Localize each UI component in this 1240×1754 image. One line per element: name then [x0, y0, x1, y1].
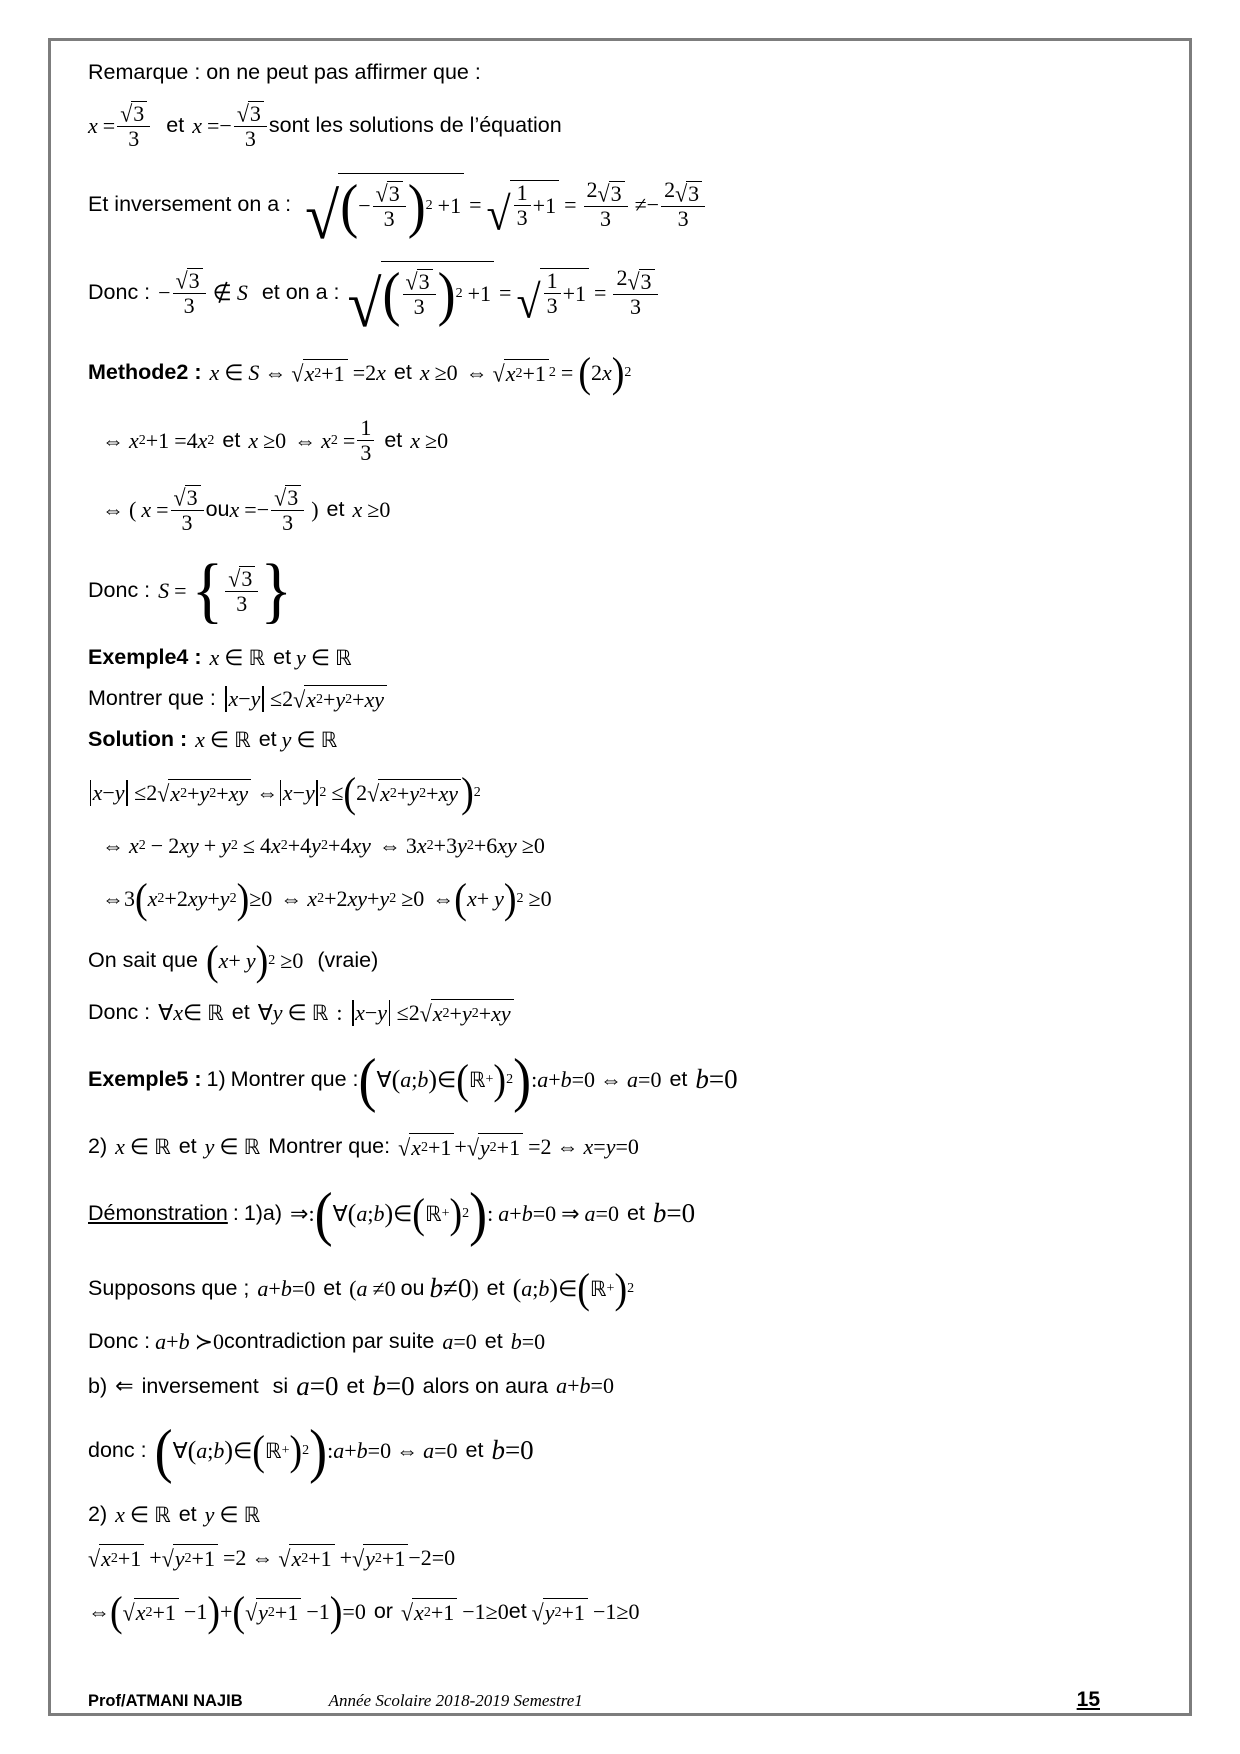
sqrt-y2-minus-1-geq-0: √ y 2 +1 − 1 ≥ 0: [531, 1598, 640, 1626]
part2-step1-line: [88, 1544, 1098, 1572]
x-geq-0-c: x ≥ 0: [410, 427, 449, 453]
a-plus-b-equals-0-2: a + b = 0: [556, 1373, 614, 1399]
x-geq-0-a: x ≥ 0: [419, 359, 458, 385]
montrer-que-label-3: Montrer que:: [268, 1134, 391, 1159]
demonstration-item1a: 1)a): [243, 1201, 283, 1226]
donc-label-4: Donc :: [88, 1329, 151, 1354]
part2-item: 2): [88, 1502, 108, 1527]
et-word-10: et: [178, 1134, 197, 1159]
solution-line: [88, 727, 1098, 753]
methode2-squared: ⇔ √ x 2 +1 2 = ( 2 x ) 2: [465, 349, 632, 397]
page-number: 15: [1076, 1688, 1100, 1711]
a-neq-0-or-b-neq-0: ( a ≠ 0: [349, 1275, 396, 1301]
a-equals-0-1: a = 0: [442, 1328, 477, 1354]
donc-final-line: [88, 1417, 1098, 1485]
b-neq-0-paren: b ≠ 0 ): [429, 1273, 479, 1304]
donc-notin-line: [88, 260, 1098, 341]
x-eq-neg-sqrt3-over-3-b: x = − √ 3 3 ): [229, 484, 319, 536]
donc-expression: √ ( √ 3 3 ) 2 +1 = √ $\frac{1}{3}$ +1 = 2 √ 3 3: [348, 261, 660, 325]
implied-by-icon: ⇐: [115, 1373, 134, 1399]
exemple4-label: Exemple4 :: [88, 645, 202, 670]
et-word-6: et: [273, 645, 292, 670]
et-word-8: et: [231, 1000, 250, 1025]
x-plus-y-squared-geq-0: ( x + y ) 2 ≥ 0: [205, 937, 304, 985]
forall-y-in-R: ∀ y ∈ ℝ: [257, 999, 329, 1025]
donc-lower-label: donc :: [88, 1438, 147, 1463]
abs-x-minus-y-leq-expr-1: x − y ≤ 2 √ x 2 + y 2 + xy: [224, 685, 387, 713]
on-sait-que-line: [88, 939, 1098, 983]
x-equals-neg-sqrt3-over-3: x = − √ 3 3: [192, 101, 269, 151]
montrer-que-label-2: Montrer que :: [230, 1067, 359, 1092]
alors-word: alors on aura: [422, 1373, 549, 1398]
x-in-R-1: x ∈ ℝ: [209, 644, 266, 670]
neg-sqrt3-over-3-notin-S: − √ 3 3 ∉ S: [158, 267, 248, 319]
sqrt-x2-minus-1-geq-0: √ x 2 +1 − 1 ≥ 0: [400, 1598, 509, 1626]
or-word: or: [373, 1599, 393, 1624]
on-sait-que-label: On sait que: [88, 948, 198, 973]
exemple5-line: [88, 1046, 1098, 1114]
ab-in-R-plus-squared: ( a ; b ) ∈ ( ℝ + ) 2: [512, 1265, 635, 1313]
supposons-label: Supposons que ;: [88, 1276, 250, 1301]
footer-author: Prof/ATMANI NAJIB: [88, 1692, 243, 1710]
x-geq-0-b: x ≥ 0: [248, 427, 287, 453]
et-word-12: et: [323, 1276, 342, 1301]
inversement-word: inversement: [141, 1373, 259, 1398]
solutions-tail-text: sont les solutions de l’équation: [268, 113, 562, 138]
et-word-15: et: [346, 1373, 365, 1398]
contradiction-text: contradiction par suite: [224, 1329, 435, 1354]
demonstration-label: Démonstration: [88, 1201, 228, 1226]
exemple4-montrer-line: [88, 685, 1098, 713]
y-in-R-2: y ∈ ℝ: [281, 726, 338, 752]
x2-eq-one-third: ⇔ x 2 = $\frac{1}{3}$: [294, 417, 376, 465]
forall-ab-statement-1: ( ∀ ( a ; b ) ∈ ( ℝ + ) 2 ) : a + b = 0 ⇔ a = 0: [358, 1046, 662, 1114]
inversement-label: Et inversement on a :: [88, 192, 292, 217]
et-word-17: et: [178, 1502, 197, 1527]
methode2-step3-line: [88, 485, 1098, 535]
x-in-R-4: x ∈ ℝ: [115, 1501, 171, 1527]
supposons-line: [88, 1267, 1098, 1311]
et-word-4: et: [384, 428, 403, 453]
factored-inequality: ⇔ 3 ( x 2 + 2 xy + y 2 ) ≥ 0 ⇔ x 2 + 2 xy + y 2 ≥ 0 ⇔ ( x + y ) 2 ≥ 0: [102, 875, 552, 923]
page-footer: [88, 1688, 1100, 1712]
itemb-label: b): [88, 1373, 108, 1398]
solution-step1-line: [88, 771, 1098, 815]
ou-word: ou: [205, 497, 230, 522]
methode2-label: Methode2 :: [88, 360, 202, 385]
x-in-R-3: x ∈ ℝ: [115, 1133, 171, 1159]
solutions-equation-line: [88, 101, 1098, 151]
donc-forall-line: Donc : ∀ x ∈ ℝ et ∀ y ∈ ℝ : x − y ≤ 2 √ x 2 + y 2 + xy: [88, 999, 1098, 1027]
expand-inequality: ⇔ x 2 − 2 xy + y 2 ≤ 4 x 2 + 4 y 2 + 4 xy ⇔ 3 x 2 + 3 y 2 + 6 xy ≥ 0: [102, 832, 545, 858]
si-word: si: [272, 1373, 289, 1398]
a-plus-b-succ-0: a + b ≻ 0: [155, 1328, 224, 1354]
forall-ab-statement-2: ⇒ : ( ∀ ( a ; b ) ∈ ( ℝ + ) 2 ) : a + b = 0 ⇒ a = 0: [290, 1180, 619, 1248]
et-word-2: et: [393, 360, 412, 385]
x2-plus-1-eq-4x2: ⇔ x 2 +1 = 4 x 2: [102, 427, 215, 453]
contradiction-line: [88, 1329, 1098, 1355]
sum-sqrt-equals-2: √ x 2 +1 + √ y 2 +1 = 2 ⇔ x = y = 0: [398, 1133, 639, 1161]
methode2-line: [88, 351, 1098, 395]
y-in-R-3: y ∈ ℝ: [204, 1133, 261, 1159]
donc-label-3: Donc :: [88, 1000, 151, 1025]
remark-intro-line: [88, 60, 1098, 85]
et-word-1: et: [166, 113, 185, 138]
exemple5-item2-line: [88, 1133, 1098, 1161]
y-in-R-4: y ∈ ℝ: [204, 1501, 261, 1527]
inversement-b-line: [88, 1371, 1098, 1402]
exemple5-item1: 1): [206, 1067, 226, 1092]
donc-solution-set-line: [88, 549, 1098, 631]
et-word-3: et: [222, 428, 241, 453]
abs-x-minus-y-leq-expr-2: x − y ≤ 2 √ x 2 + y 2 + xy ⇔ x − y 2 ≤ ( 2 √ x 2 + y 2 + xy ) 2: [88, 771, 481, 815]
x-equals-sqrt3-over-3: x = √ 3 3: [88, 101, 152, 151]
solution-set-S: S = { √ 3 3 }: [158, 549, 293, 631]
x-in-R-2: x ∈ ℝ: [195, 726, 251, 752]
inversement-expression: √ ( − √ 3 3 ) 2 +1 = √ $\frac{1}{3}$ +1 = 2 √ 3 3 ≠ − 2 √ 3 3: [305, 173, 707, 237]
a-plus-b-equals-0-1: a + b = 0: [257, 1275, 316, 1301]
forall-ab-statement-3: ( ∀ ( a ; b ) ∈ ( ℝ + ) 2 ) : a + b = 0 ⇔ a = 0: [154, 1417, 458, 1485]
et-word-11: et: [626, 1201, 645, 1226]
methode2-expression: x ∈ S ⇔ √ x 2 +1 = 2 x: [209, 359, 386, 387]
donc-label-1: Donc :: [88, 280, 151, 305]
et-word-16: et: [465, 1438, 484, 1463]
et-word-14: et: [484, 1329, 503, 1354]
remark-intro-text: Remarque : on ne peut pas affirmer que :: [88, 60, 481, 84]
x-geq-0-d: x ≥ 0: [352, 496, 391, 522]
page-content: [88, 56, 1098, 1696]
et-word-9: et: [669, 1067, 688, 1092]
et-word-5: et: [326, 497, 345, 522]
part2-step2-line: [88, 1590, 1098, 1634]
exemple5-item2: 2): [88, 1134, 108, 1159]
exemple5-label: Exemple5 :: [88, 1067, 202, 1092]
b-equals-0-2: b = 0: [652, 1198, 696, 1229]
a-equals-0-2: a = 0: [296, 1370, 339, 1401]
et-word-18: et: [508, 1599, 527, 1624]
b-equals-0-3: b = 0: [510, 1328, 546, 1354]
b-equals-0-4: b = 0: [372, 1370, 415, 1401]
b-equals-0-5: b = 0: [491, 1435, 534, 1466]
grouped-sqrt-sum-zero: ⇔ ( √ x 2 +1 − 1 ) + ( √ y 2 +1 − 1 ) = 0: [88, 1588, 366, 1636]
vraie-label: (vraie): [317, 948, 379, 973]
solution-step2-line: [88, 833, 1098, 859]
sum-sqrt-eq-2-expand: √ x 2 +1 + √ y 2 +1 = 2 ⇔ √ x 2 +1 + √ y 2 +1 − 2 = 0: [88, 1544, 456, 1572]
donc-label-2: Donc :: [88, 578, 151, 603]
abs-x-minus-y-leq-expr-3: x − y ≤ 2 √ x 2 + y 2 + xy: [350, 999, 513, 1027]
montrer-que-label-1: Montrer que :: [88, 686, 216, 711]
demonstration-line: Démonstration : 1)a) ⇒ : ( ∀ ( a ; b ) ∈ ( ℝ + ) 2 ) : a + b = 0 ⇒ a = 0 et b = 0: [88, 1180, 696, 1248]
x-eq-pm-sqrt3-over-3-group: ⇔ ( x = √ 3 3: [102, 485, 206, 535]
b-equals-0-1: b = 0: [695, 1064, 738, 1095]
part2-line: [88, 1502, 1098, 1528]
methode2-step2-line: [88, 414, 1098, 466]
ou-word-2: ou: [400, 1276, 425, 1301]
inversement-line: [88, 172, 1098, 253]
footer-school-year: Année Scolaire 2018-2019 Semestre1: [328, 1691, 583, 1710]
et-word-7: et: [258, 727, 277, 752]
solution-step3-line: [88, 877, 1098, 921]
y-in-R-1: y ∈ ℝ: [296, 644, 352, 670]
solution-label: Solution :: [88, 727, 188, 752]
et-word-13: et: [486, 1276, 505, 1301]
forall-x-in-R: ∀ x ∈ ℝ: [158, 999, 224, 1025]
et-on-a-label-1: et on a :: [261, 280, 340, 305]
exemple4-line: [88, 645, 1098, 671]
